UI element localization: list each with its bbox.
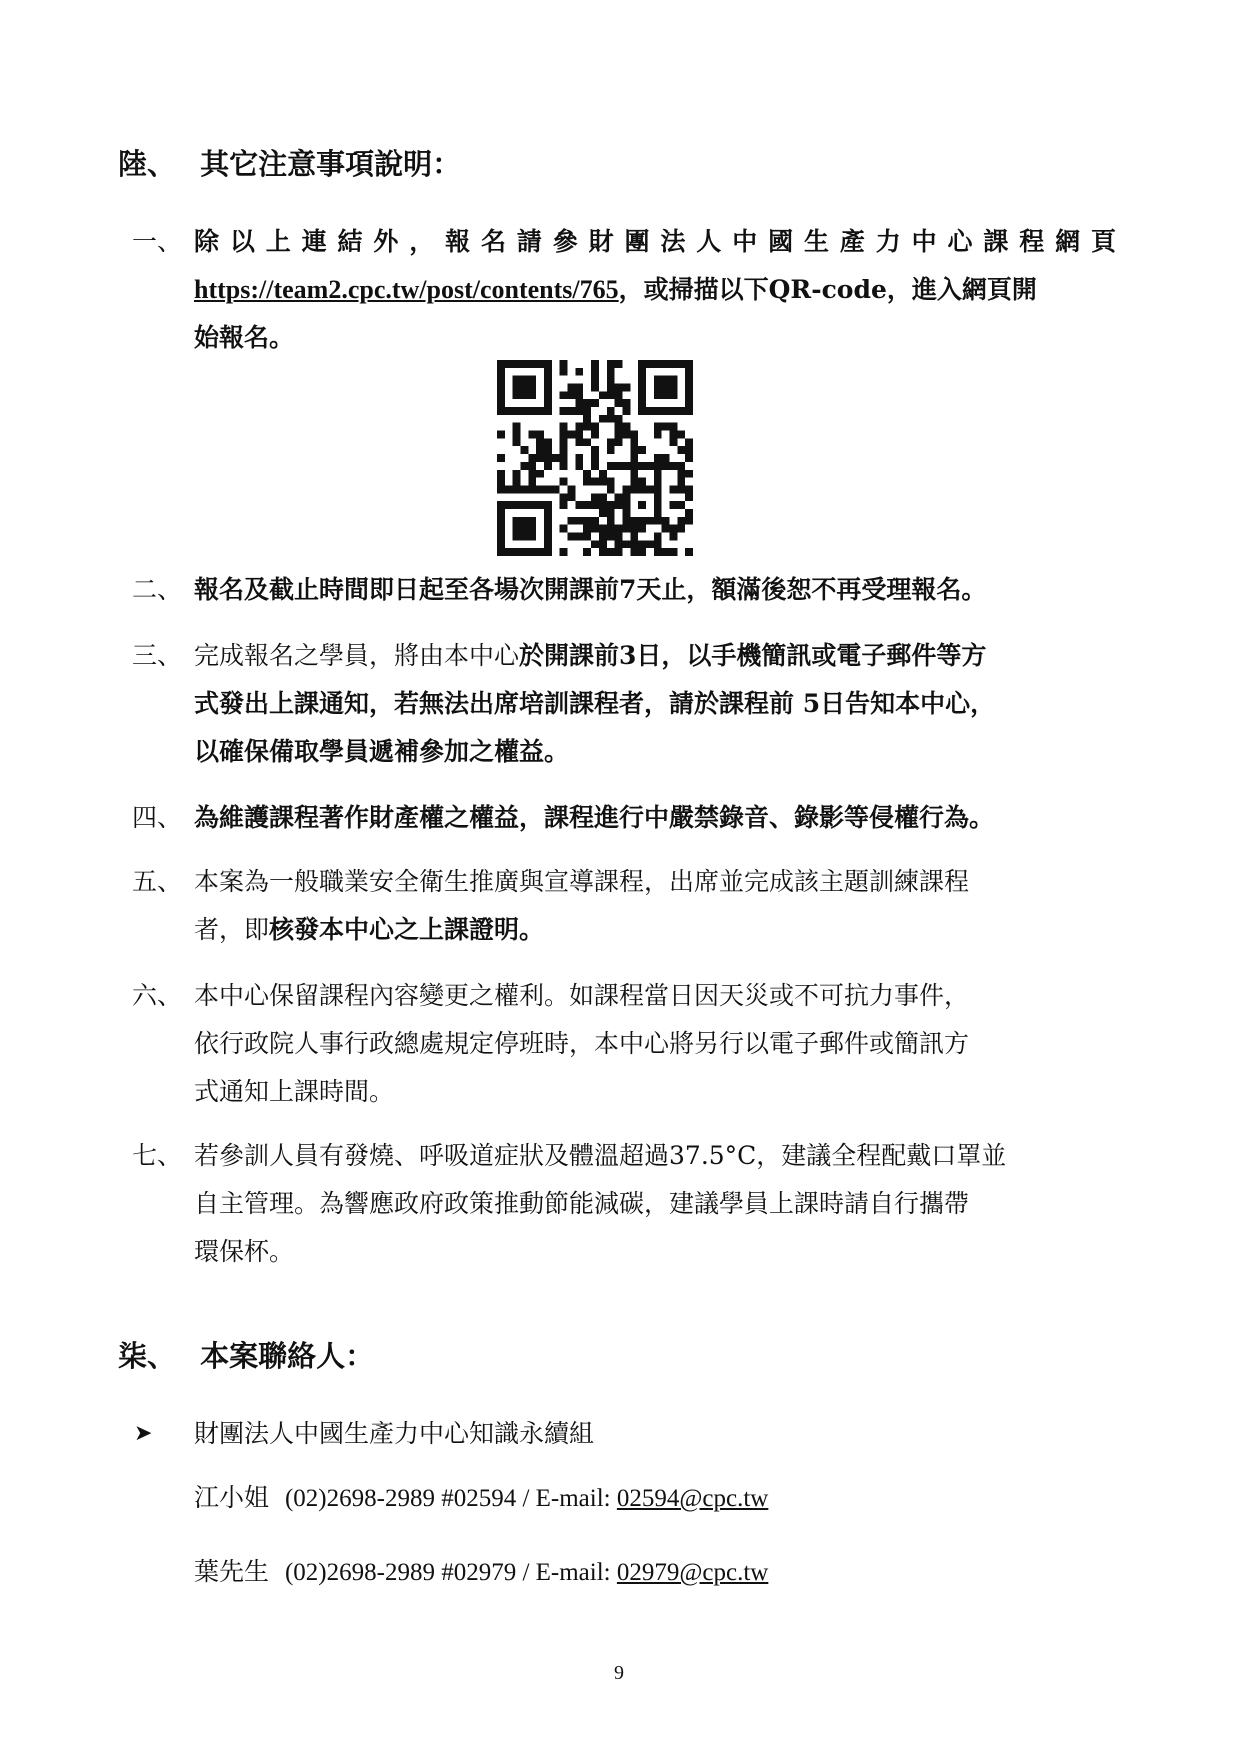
item-5-number: 五、 bbox=[132, 867, 183, 896]
page-number: 9 bbox=[614, 1662, 624, 1684]
item-1-line-3: 始報名。 bbox=[194, 323, 295, 352]
item-1-line-2-rest: ，或掃描以下QR-code，進入網頁開 bbox=[618, 275, 1037, 304]
item-2-number: 二、 bbox=[132, 575, 183, 604]
contact-person-2-email[interactable]: 02979@cpc.tw bbox=[616, 1559, 769, 1586]
qr-code-icon[interactable] bbox=[497, 360, 693, 556]
item-3-line-1-a: 完成報名之學員，將由本中心 bbox=[194, 641, 520, 670]
item-7-line-3: 環保杯。 bbox=[194, 1237, 295, 1266]
item-6-line-2: 依行政院人事行政總處規定停班時，本中心將另行以電子郵件或簡訊方 bbox=[194, 1029, 970, 1058]
section-7-title: 本案聯絡人： bbox=[200, 1339, 375, 1373]
item-6-number: 六、 bbox=[132, 981, 183, 1010]
item-4-number: 四、 bbox=[132, 803, 183, 832]
arrow-bullet-icon: ➤ bbox=[134, 1421, 153, 1446]
item-5-line-2-b: 核發本中心之上課證明。 bbox=[269, 915, 545, 944]
course-url-link[interactable]: https://team2.cpc.tw/post/contents/765 bbox=[194, 275, 619, 304]
item-6-line-3: 式通知上課時間。 bbox=[194, 1077, 395, 1106]
item-3-line-1-b: 於開課前3日，以手機簡訊或電子郵件等方 bbox=[519, 641, 987, 670]
item-7-line-1: 若參訓人員有發燒、呼吸道症狀及體溫超過37.5°C，建議全程配戴口罩並 bbox=[194, 1141, 1007, 1170]
item-3-line-1 bbox=[194, 636, 986, 676]
contact-person-1-name: 江小姐 bbox=[194, 1483, 270, 1512]
item-5-line-2 bbox=[194, 910, 544, 950]
item-3-line-3: 以確保備取學員遞補參加之權益。 bbox=[194, 737, 570, 766]
item-4-line-1: 為維護課程著作財產權之權益，課程進行中嚴禁錄音、錄影等侵權行為。 bbox=[194, 803, 995, 832]
item-1-line-2 bbox=[194, 270, 1116, 310]
section-6-number: 陸、 bbox=[118, 147, 177, 181]
section-7-number: 柒、 bbox=[118, 1339, 177, 1373]
item-5-line-2-a: 者，即 bbox=[194, 915, 270, 944]
section-7-heading bbox=[118, 1336, 374, 1376]
contact-person-1-email[interactable]: 02594@cpc.tw bbox=[616, 1485, 769, 1512]
item-3-number: 三、 bbox=[132, 641, 183, 670]
contact-person-2-info: (02)2698-2989 #02979 / E-mail: bbox=[284, 1559, 617, 1586]
item-1-number: 一、 bbox=[132, 227, 183, 256]
contact-person-2-name: 葉先生 bbox=[194, 1557, 270, 1586]
item-7-line-2: 自主管理。為響應政府政策推動節能減碳，建議學員上課時請自行攜帶 bbox=[194, 1189, 970, 1218]
contact-person-1-info: (02)2698-2989 #02594 / E-mail: bbox=[284, 1485, 617, 1512]
section-6-title: 其它注意事項說明： bbox=[200, 147, 462, 181]
contact-person-2 bbox=[194, 1552, 768, 1593]
section-6-heading bbox=[118, 144, 461, 184]
contact-person-1 bbox=[194, 1478, 768, 1519]
contact-organization: 財團法人中國生產力中心知識永續組 bbox=[194, 1419, 595, 1448]
item-5-line-1: 本案為一般職業安全衛生推廣與宣導課程，出席並完成該主題訓練課程 bbox=[194, 867, 970, 896]
item-7-number: 七、 bbox=[132, 1141, 183, 1170]
item-1-line-1: 除以上連結外，報名請參財團法人中國生產力中心課程網頁 bbox=[194, 227, 1116, 256]
item-6-line-1: 本中心保留課程內容變更之權利。如課程當日因天災或不可抗力事件， bbox=[194, 981, 970, 1010]
item-3-line-2: 式發出上課通知，若無法出席培訓課程者，請於課程前 5日告知本中心， bbox=[194, 689, 996, 718]
item-2-line-1: 報名及截止時間即日起至各場次開課前7天止，額滿後恕不再受理報名。 bbox=[194, 575, 987, 604]
